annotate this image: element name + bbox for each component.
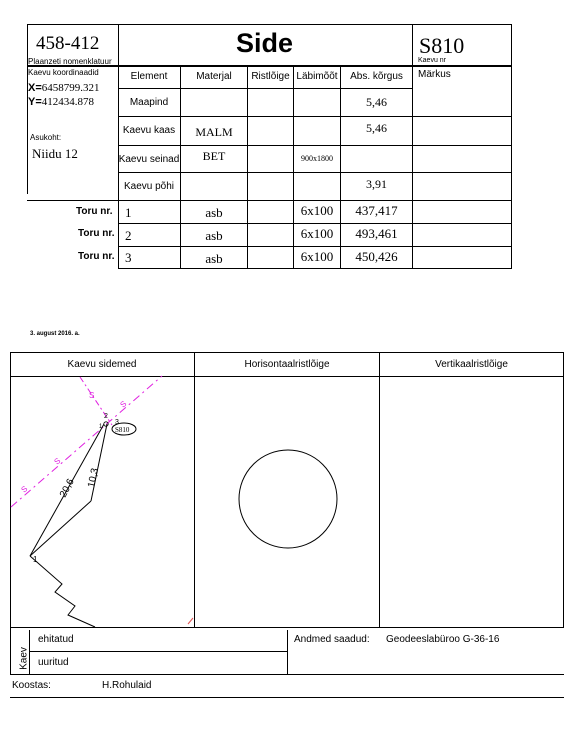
well-vertical-label: Kaev [18, 647, 30, 670]
document-date: 3. august 2016. a. [30, 331, 80, 337]
page-title: Side [236, 28, 294, 58]
col-header-element: Element [130, 70, 168, 82]
col-header-remarks: Märkus [418, 69, 451, 80]
row-element: Maapind [129, 96, 169, 108]
coord-x-label: X= [28, 82, 42, 94]
building-edge [30, 501, 91, 556]
pipe-label: Toru nr. [76, 206, 113, 217]
coord-y-label: Y= [28, 96, 42, 108]
row-elevation: 5,46 [366, 121, 387, 135]
row-elevation: 3,91 [366, 176, 387, 191]
address: Niidu 12 [32, 146, 78, 161]
pipe-diameter: 6x100 [300, 249, 334, 264]
row-material: BET [202, 148, 226, 163]
pipe-label: Toru nr. [78, 251, 115, 262]
data-source-label: Andmed saadud: [294, 634, 370, 645]
pipe-elevation: 437,417 [355, 203, 398, 218]
row-element: Kaevu seinad [118, 153, 180, 165]
panel-title-horizontal: Horisontaalristlõige [244, 359, 330, 370]
line-mark: S [89, 391, 95, 400]
well-id: S810 [419, 33, 465, 58]
well-label: S810 [115, 426, 130, 434]
row-element: Kaevu põhi [123, 180, 175, 192]
building-outline [30, 556, 95, 627]
nomenclature-caption: Plaanzeti nomenklatuur [28, 57, 112, 66]
col-header-section: Ristlõige [251, 70, 290, 82]
pipe-number: 3 [125, 250, 132, 265]
pipe-number: 1 [125, 205, 132, 220]
compiled-by-label: Koostas: [12, 680, 51, 691]
edge-mark [188, 618, 193, 624]
nomenclature: 458-412 [36, 33, 100, 54]
pipe-material: asb [205, 228, 223, 243]
data-source-value: Geodeeslabüroo G-36-16 [386, 634, 500, 645]
coord-x-value: 6458799.321 [41, 82, 100, 94]
pipe-elevation: 450,426 [355, 249, 398, 264]
pipe-label: Toru nr. [78, 228, 115, 239]
panel-title-vertical: Vertikaalristlõige [435, 359, 508, 370]
pipe-diameter: 6x100 [300, 203, 334, 218]
point-label-small: 1 [99, 424, 103, 430]
row-material: MALM [195, 125, 233, 139]
line-mark: S [19, 484, 30, 495]
pipe-material: asb [205, 205, 223, 220]
col-header-elevation: Abs. kõrgus [350, 70, 403, 82]
measured-label: uuritud [38, 657, 69, 668]
well-horizontal-section [239, 450, 337, 548]
point-label-1: 1 [33, 555, 38, 564]
pipe-number: 2 [125, 228, 132, 243]
well-id-caption: Kaevu nr [418, 57, 447, 64]
pipe-diameter: 6x100 [300, 226, 334, 241]
address-caption: Asukoht: [30, 133, 62, 142]
pipe-material: asb [205, 251, 223, 266]
tie-distance-2: 10,3 [86, 467, 101, 489]
compiled-by-value: H.Rohulaid [102, 680, 152, 691]
point-label-2: 2 [104, 413, 108, 420]
row-diameter: 900x1800 [301, 153, 333, 163]
col-header-diameter: Läbimõõt [296, 70, 338, 82]
panel-title-connections: Kaevu sidemed [67, 359, 137, 370]
row-elevation: 5,46 [366, 94, 387, 109]
marked-label: ehitatud [38, 634, 74, 645]
coord-y-value: 412434.878 [41, 96, 95, 108]
line-mark: S [118, 399, 129, 410]
row-element: Kaevu kaas [122, 125, 176, 136]
coords-caption: Kaevu koordinaadid [28, 68, 99, 77]
pipe-elevation: 493,461 [355, 226, 398, 241]
col-header-material: Materjal [196, 70, 232, 82]
tie-distance-1: 20,6 [57, 477, 77, 500]
line-mark: S [52, 456, 63, 467]
point-label-3: 3 [115, 419, 119, 426]
